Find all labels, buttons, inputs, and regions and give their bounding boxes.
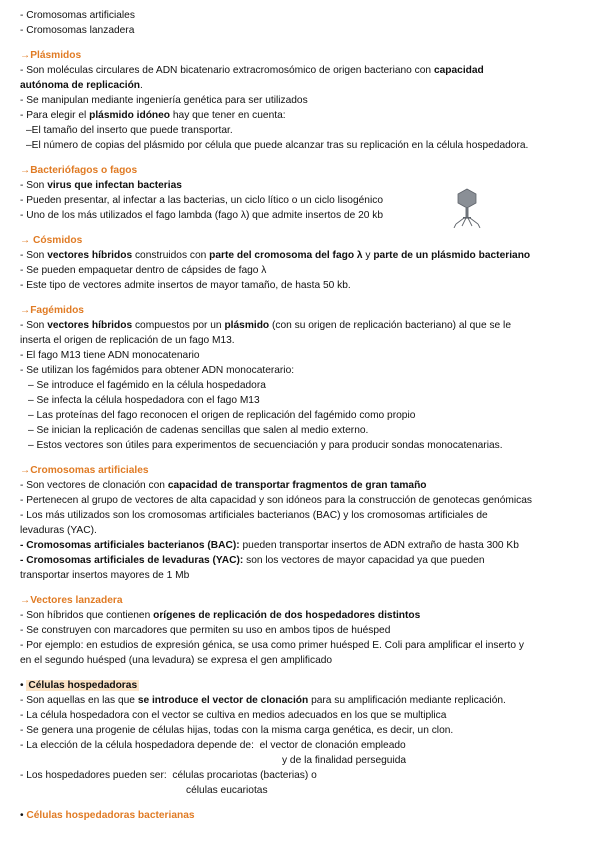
- text-line: - Se manipulan mediante ingeniería genética para ser utilizados: [20, 95, 308, 106]
- text-line: - Son aquellas en las que se introduce el vector de clonación para su amplificación mediante replicación.: [20, 695, 506, 706]
- text-line: –El tamaño del inserto que puede transportar.: [26, 125, 233, 136]
- section-title: Bacteriófagos o fagos: [30, 165, 138, 176]
- section-title: Plásmidos: [30, 50, 82, 61]
- text-line: - Los más utilizados son los cromosomas artificiales bacterianos (BAC) y los cromosomas artificiales de: [20, 510, 488, 521]
- text-line: - Se pueden empaquetar dentro de cápsides de fago λ: [20, 265, 267, 276]
- text-line: – Estos vectores son útiles para experimentos de secuenciación y para producir sondas monocatenarias.: [28, 440, 503, 451]
- text-line: - Se genera una progenie de células hijas, todas con la misma carga genética, es decir, un clon.: [20, 725, 454, 736]
- text-line: - Son vectores de clonación con capacidad de transportar fragmentos de gran tamaño: [20, 480, 427, 491]
- text-line: en el segundo huésped (una levadura) se expresa el gen amplificado: [20, 655, 333, 666]
- text-line: - Cromosomas artificiales de levaduras (YAC): son los vectores de mayor capacidad ya que pueden: [20, 555, 485, 566]
- heading-plasmidos: [20, 48, 586, 63]
- text-line: - Los hospedadores pueden ser: células procariotas (bacterias) o: [20, 770, 317, 781]
- text-line: - El fago M13 tiene ADN monocatenario: [20, 350, 200, 361]
- bacteriophage-icon: [452, 188, 482, 228]
- section-title: Vectores lanzadera: [30, 595, 123, 606]
- bullet-icon: •: [20, 680, 27, 691]
- heading-cromosomas: [20, 463, 586, 478]
- text-line: - Este tipo de vectores admite insertos de mayor tamaño, de hasta 50 kb.: [20, 280, 351, 291]
- text-line: - Son vectores híbridos construidos con parte del cromosoma del fago λ y parte de un plásmido bacteriano: [20, 250, 531, 261]
- text-line: – Se infecta la célula hospedadora con el fago M13: [28, 395, 260, 406]
- text-line: - La elección de la célula hospedadora depende de: el vector de clonación empleado: [20, 740, 406, 751]
- intro-item: - Cromosomas lanzadera: [20, 25, 135, 36]
- text-line: – Se introduce el fagémido en la célula hospedadora: [28, 380, 266, 391]
- arrow-icon: →: [20, 50, 31, 61]
- text-line: levaduras (YAC).: [20, 525, 97, 536]
- text-line: – Las proteínas del fago reconocen el origen de replicación del fagémido como propio: [28, 410, 416, 421]
- text-line: autónoma de replicación.: [20, 80, 143, 91]
- heading-bacterianas: [20, 808, 586, 823]
- text-line: - Son moléculas circulares de ADN bicatenario extracromosómico de origen bacteriano con capacidad: [20, 65, 484, 76]
- arrow-icon: →: [20, 235, 34, 246]
- section-title: Fagémidos: [30, 305, 84, 316]
- heading-cosmidos: [20, 233, 586, 248]
- text-line: - Se utilizan los fagémidos para obtener ADN monocaterario:: [20, 365, 295, 376]
- bullet-icon: •: [20, 810, 27, 821]
- heading-lanzadera: [20, 593, 586, 608]
- arrow-icon: →: [20, 305, 31, 316]
- text-line: - Pertenecen al grupo de vectores de alta capacidad y son idóneos para la construcción de genotecas genómicas: [20, 495, 532, 506]
- text-line: –El número de copias del plásmido por célula que puede alcanzar tras su replicación en la célula hospedadora.: [26, 140, 529, 151]
- text-line: células eucariotas: [186, 785, 268, 796]
- text-line: - Por ejemplo: en estudios de expresión génica, se usa como primer huésped E. Coli para amplificar el inserto y: [20, 640, 524, 651]
- section-title: Células hospedadoras: [28, 680, 138, 691]
- heading-celulas: [20, 678, 586, 693]
- text-line: – Se inician la replicación de cadenas sencillas que salen al medio externo.: [28, 425, 369, 436]
- arrow-icon: →: [20, 165, 31, 176]
- heading-fagemidos: [20, 303, 586, 318]
- text-line: - Son virus que infectan bacterias: [20, 180, 182, 191]
- text-line: - Pueden presentar, al infectar a las bacterias, un ciclo lítico o un ciclo lisogénico: [20, 195, 383, 206]
- text-line: y de la finalidad perseguida: [282, 755, 407, 766]
- arrow-icon: →: [20, 595, 31, 606]
- text-line: - Para elegir el plásmido idóneo hay que tener en cuenta:: [20, 110, 286, 121]
- arrow-icon: →: [20, 465, 31, 476]
- text-line: - Son híbridos que contienen orígenes de replicación de dos hospedadores distintos: [20, 610, 421, 621]
- text-line: - Cromosomas artificiales bacterianos (BAC): pueden transportar insertos de ADN extraño de hasta 300 Kb: [20, 540, 519, 551]
- section-title: Cósmidos: [33, 235, 83, 246]
- text-line: inserta el origen de replicación de un fago M13.: [20, 335, 235, 346]
- text-line: - Son vectores híbridos compuestos por un plásmido (con su origen de replicación bacteriano) al que se le: [20, 320, 511, 331]
- section-title: Células hospedadoras bacterianas: [26, 810, 195, 821]
- text-line: - Se construyen con marcadores que permiten su uso en ambos tipos de huésped: [20, 625, 391, 636]
- heading-fagos: [20, 163, 586, 178]
- text-line: - La célula hospedadora con el vector se cultiva en medios adecuados en los que se multiplica: [20, 710, 447, 721]
- section-title: Cromosomas artificiales: [30, 465, 149, 476]
- intro-item: - Cromosomas artificiales: [20, 10, 135, 21]
- text-line: transportar insertos mayores de 1 Mb: [20, 570, 190, 581]
- text-line: - Uno de los más utilizados el fago lambda (fago λ) que admite insertos de 20 kb: [20, 210, 383, 221]
